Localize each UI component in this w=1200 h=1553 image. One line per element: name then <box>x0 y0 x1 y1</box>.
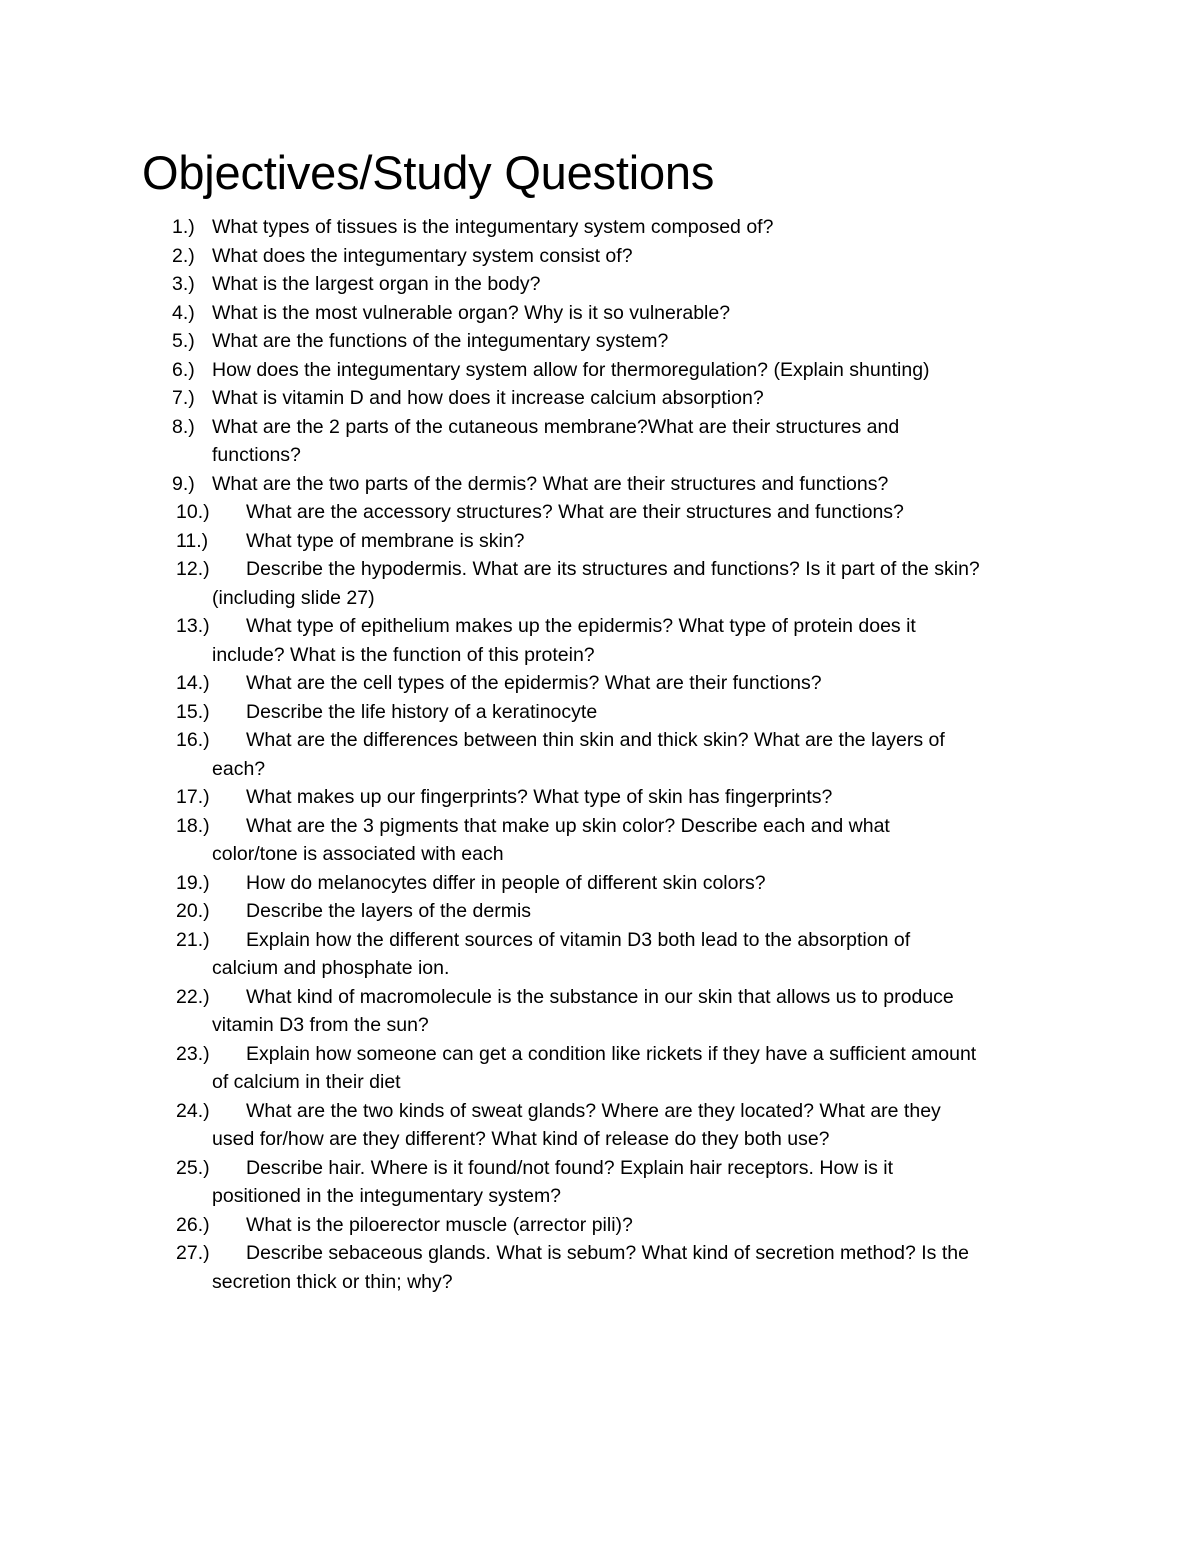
question-text: What are the cell types of the epidermis? What are their functions? <box>246 672 822 694</box>
question-text: What kind of macromolecule is the substance in our skin that allows us to produce <box>246 985 954 1008</box>
question-text-continuation: used for/how are they different? What kind of release do they both use? <box>212 1128 830 1150</box>
question-text-continuation: calcium and phosphate ion. <box>212 957 450 979</box>
question-text: What are the differences between thin skin and thick skin? What are the layers of <box>246 729 945 751</box>
question-item <box>0 498 1072 527</box>
question-item <box>0 470 1072 499</box>
question-item <box>0 869 1072 898</box>
page-title: Objectives/Study Questions <box>142 146 715 199</box>
question-number: 6.) <box>172 358 195 381</box>
question-item <box>0 926 1072 983</box>
question-item <box>0 983 1072 1040</box>
question-number: 18.) <box>176 814 210 837</box>
question-number: 27.) <box>176 1242 210 1264</box>
question-text: What does the integumentary system consist of? <box>212 244 633 267</box>
question-text: What type of membrane is skin? <box>246 529 525 552</box>
question-text: Describe hair. Where is it found/not found? Explain hair receptors. How is it <box>246 1156 894 1179</box>
question-text: What is the most vulnerable organ? Why is it so vulnerable? <box>212 301 731 324</box>
question-text: Describe the life history of a keratinocyte <box>246 700 598 723</box>
question-number: 15.) <box>176 700 210 723</box>
question-item <box>0 213 1072 242</box>
question-item <box>0 812 1072 869</box>
question-text: What are the 3 pigments that make up skin color? Describe each and what <box>246 814 890 837</box>
question-item <box>0 356 1072 385</box>
question-text: Describe sebaceous glands. What is sebum? What kind of secretion method? Is the <box>246 1242 969 1264</box>
question-text: What are the two parts of the dermis? What are their structures and functions? <box>212 472 889 495</box>
question-item <box>0 1239 1072 1296</box>
question-item <box>0 726 1072 783</box>
question-item <box>0 1154 1072 1211</box>
question-item <box>0 384 1072 413</box>
question-number: 19.) <box>176 871 210 894</box>
question-item <box>0 612 1072 669</box>
question-text-continuation: each? <box>212 757 266 780</box>
question-text: What makes up our fingerprints? What type of skin has fingerprints? <box>246 786 833 808</box>
question-number: 10.) <box>176 501 210 523</box>
question-text: Explain how the different sources of vitamin D3 both lead to the absorption of <box>246 928 911 951</box>
question-number: 13.) <box>176 615 210 637</box>
question-number: 22.) <box>176 985 210 1008</box>
question-item <box>0 242 1072 271</box>
question-text: What is the largest organ in the body? <box>212 273 541 295</box>
question-number: 2.) <box>172 244 195 267</box>
question-number: 5.) <box>172 330 195 352</box>
question-number: 8.) <box>172 415 195 438</box>
question-text-continuation: include? What is the function of this protein? <box>212 643 595 666</box>
question-item <box>0 413 1072 470</box>
question-number: 4.) <box>172 301 195 324</box>
question-number: 11.) <box>176 529 209 552</box>
question-item <box>0 527 1072 556</box>
question-text: What are the accessory structures? What are their structures and functions? <box>246 501 904 523</box>
question-text: Describe the layers of the dermis <box>246 900 532 922</box>
question-number: 1.) <box>172 216 195 238</box>
question-text-continuation: of calcium in their diet <box>212 1071 401 1093</box>
question-item <box>0 299 1072 328</box>
question-number: 21.) <box>176 928 210 951</box>
question-item <box>0 669 1072 698</box>
question-item <box>0 1211 1072 1240</box>
question-text: What are the two kinds of sweat glands? Where are they located? What are they <box>246 1099 941 1122</box>
question-item <box>0 783 1072 812</box>
question-text: How does the integumentary system allow for thermoregulation? (Explain shunting) <box>212 358 930 381</box>
question-text-continuation: positioned in the integumentary system? <box>212 1185 562 1207</box>
question-text: What type of epithelium makes up the epidermis? What type of protein does it <box>246 615 916 637</box>
question-item <box>0 1040 1072 1097</box>
question-text: How do melanocytes differ in people of different skin colors? <box>246 871 766 894</box>
question-text: What types of tissues is the integumentary system composed of? <box>212 216 774 238</box>
question-number: 26.) <box>176 1213 210 1236</box>
question-text-continuation: functions? <box>212 444 301 466</box>
question-text: What are the functions of the integumentary system? <box>212 330 669 352</box>
question-number: 9.) <box>172 472 195 495</box>
question-item <box>0 327 1072 356</box>
question-text-continuation: color/tone is associated with each <box>212 843 504 865</box>
question-text-continuation: secretion thick or thin; why? <box>212 1270 453 1293</box>
question-item <box>0 897 1072 926</box>
question-number: 23.) <box>176 1042 210 1065</box>
question-number: 25.) <box>176 1156 210 1179</box>
question-number: 17.) <box>176 786 210 808</box>
question-number: 24.) <box>176 1099 210 1122</box>
question-number: 14.) <box>176 672 210 694</box>
question-text: Explain how someone can get a condition like rickets if they have a sufficient amount <box>246 1042 977 1065</box>
question-item <box>0 698 1072 727</box>
question-item <box>0 270 1072 299</box>
question-item <box>0 1097 1072 1154</box>
question-text: What is the piloerector muscle (arrector pili)? <box>246 1213 633 1236</box>
question-text-continuation: vitamin D3 from the sun? <box>212 1014 429 1036</box>
question-number: 12.) <box>176 558 210 580</box>
question-number: 16.) <box>176 729 210 751</box>
question-text: What are the 2 parts of the cutaneous membrane?What are their structures and <box>212 415 900 438</box>
question-number: 20.) <box>176 900 210 922</box>
question-item <box>0 555 1072 612</box>
question-number: 7.) <box>172 387 195 409</box>
question-text: Describe the hypodermis. What are its structures and functions? Is it part of the skin? <box>246 558 980 580</box>
question-text: What is vitamin D and how does it increase calcium absorption? <box>212 387 764 409</box>
question-text-continuation: (including slide 27) <box>212 586 375 609</box>
question-number: 3.) <box>172 273 195 295</box>
question-list <box>0 213 1200 1296</box>
